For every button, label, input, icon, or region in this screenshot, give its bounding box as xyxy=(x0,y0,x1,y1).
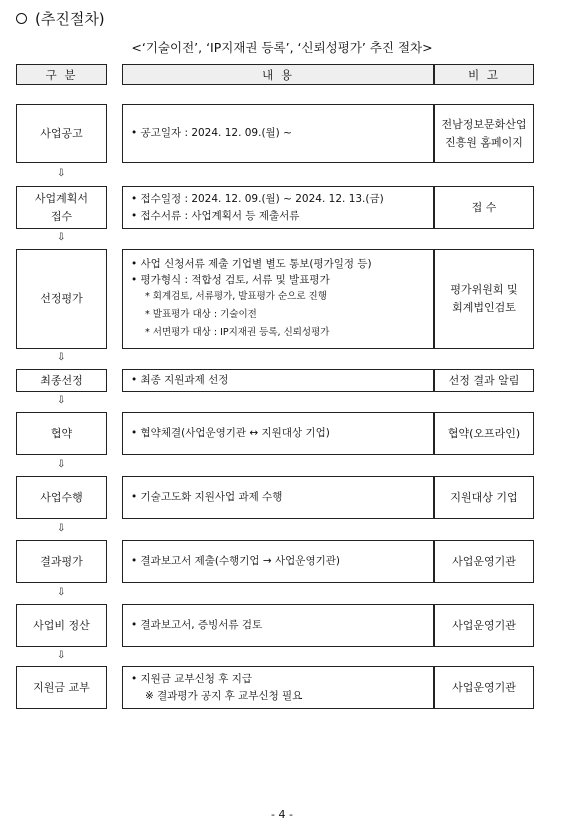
content-line: • 결과보고서, 증빙서류 검토 xyxy=(131,619,263,632)
heading-text: (추진절차) xyxy=(35,10,105,28)
content-subline: * 발표평가 대상 : 기술이전 xyxy=(145,309,257,321)
content-line: • 평가형식 : 적합성 검토, 서류 및 발표평가 xyxy=(131,273,330,286)
down-arrow-icon: ⇩ xyxy=(57,459,66,470)
down-arrow-icon: ⇩ xyxy=(57,523,66,534)
step-name-cell: 결과평가 xyxy=(16,540,107,583)
content-line: • 사업 신청서류 제출 기업별 별도 통보(평가일정 등) xyxy=(131,257,372,270)
step-content-cell xyxy=(122,476,434,519)
step-content-cell xyxy=(122,604,434,647)
step-name-cell: 사업계획서 접수 xyxy=(16,186,107,229)
page-number: - 4 - xyxy=(271,808,293,821)
step-remark-cell: 사업운영기관 xyxy=(434,666,534,709)
step-content-cell xyxy=(122,186,434,229)
step-content-cell xyxy=(122,104,434,163)
step-name-cell: 사업공고 xyxy=(16,104,107,163)
step-remark-cell: 전남정보문화산업 진흥원 홈페이지 xyxy=(434,104,534,163)
step-remark-cell: 평가위원회 및 회계법인검토 xyxy=(434,249,534,349)
content-note-line: ※ 결과평가 공지 후 교부신청 필요 xyxy=(145,689,303,702)
step-content-cell xyxy=(122,540,434,583)
content-line: • 지원금 교부신청 후 지급 xyxy=(131,673,252,686)
step-content-cell xyxy=(122,369,434,392)
step-remark-cell: 사업운영기관 xyxy=(434,540,534,583)
down-arrow-icon: ⇩ xyxy=(57,352,66,363)
step-remark-cell: 지원대상 기업 xyxy=(434,476,534,519)
step-name-cell: 사업비 정산 xyxy=(16,604,107,647)
header-remark: 비 고 xyxy=(434,64,534,85)
step-remark-cell: 협약(오프라인) xyxy=(434,412,534,455)
step-remark-cell: 선정 결과 알림 xyxy=(434,369,534,392)
content-line: • 최종 지원과제 선정 xyxy=(131,374,229,387)
content-line: • 접수일정 : 2024. 12. 09.(월) ~ 2024. 12. 13.(금) xyxy=(131,193,384,206)
step-name-cell: 선정평가 xyxy=(16,249,107,349)
procedure-subtitle: <‘기술이전’, ‘IP지재권 등록’, ‘신뢰성평가’ 추진 절차> xyxy=(131,40,433,55)
down-arrow-icon: ⇩ xyxy=(57,168,66,179)
step-name-cell: 사업수행 xyxy=(16,476,107,519)
section-heading xyxy=(16,8,105,29)
down-arrow-icon: ⇩ xyxy=(57,232,66,243)
step-content-cell xyxy=(122,412,434,455)
step-content-cell xyxy=(122,666,434,709)
down-arrow-icon: ⇩ xyxy=(57,650,66,661)
content-subline: * 서면평가 대상 : IP지재권 등록, 신뢰성평가 xyxy=(145,327,330,339)
header-content: 내 용 xyxy=(122,64,434,85)
step-name-cell: 협약 xyxy=(16,412,107,455)
content-line: • 협약체결(사업운영기관 ↔ 지원대상 기업) xyxy=(131,427,330,440)
down-arrow-icon: ⇩ xyxy=(57,395,66,406)
step-remark-cell: 접 수 xyxy=(434,186,534,229)
content-line: • 접수서류 : 사업계획서 등 제출서류 xyxy=(131,209,300,222)
circle-bullet-icon xyxy=(16,13,27,24)
down-arrow-icon: ⇩ xyxy=(57,587,66,598)
content-line: • 기술고도화 지원사업 과제 수행 xyxy=(131,491,283,504)
step-name-cell: 지원금 교부 xyxy=(16,666,107,709)
header-category: 구 분 xyxy=(16,64,107,85)
content-subline: * 회계검토, 서류평가, 발표평가 순으로 진행 xyxy=(145,291,327,303)
step-content-cell xyxy=(122,249,434,349)
content-line: • 공고일자 : 2024. 12. 09.(월) ~ xyxy=(131,127,292,140)
content-line: • 결과보고서 제출(수행기업 → 사업운영기관) xyxy=(131,555,340,568)
step-remark-cell: 사업운영기관 xyxy=(434,604,534,647)
step-name-cell: 최종선정 xyxy=(16,369,107,392)
